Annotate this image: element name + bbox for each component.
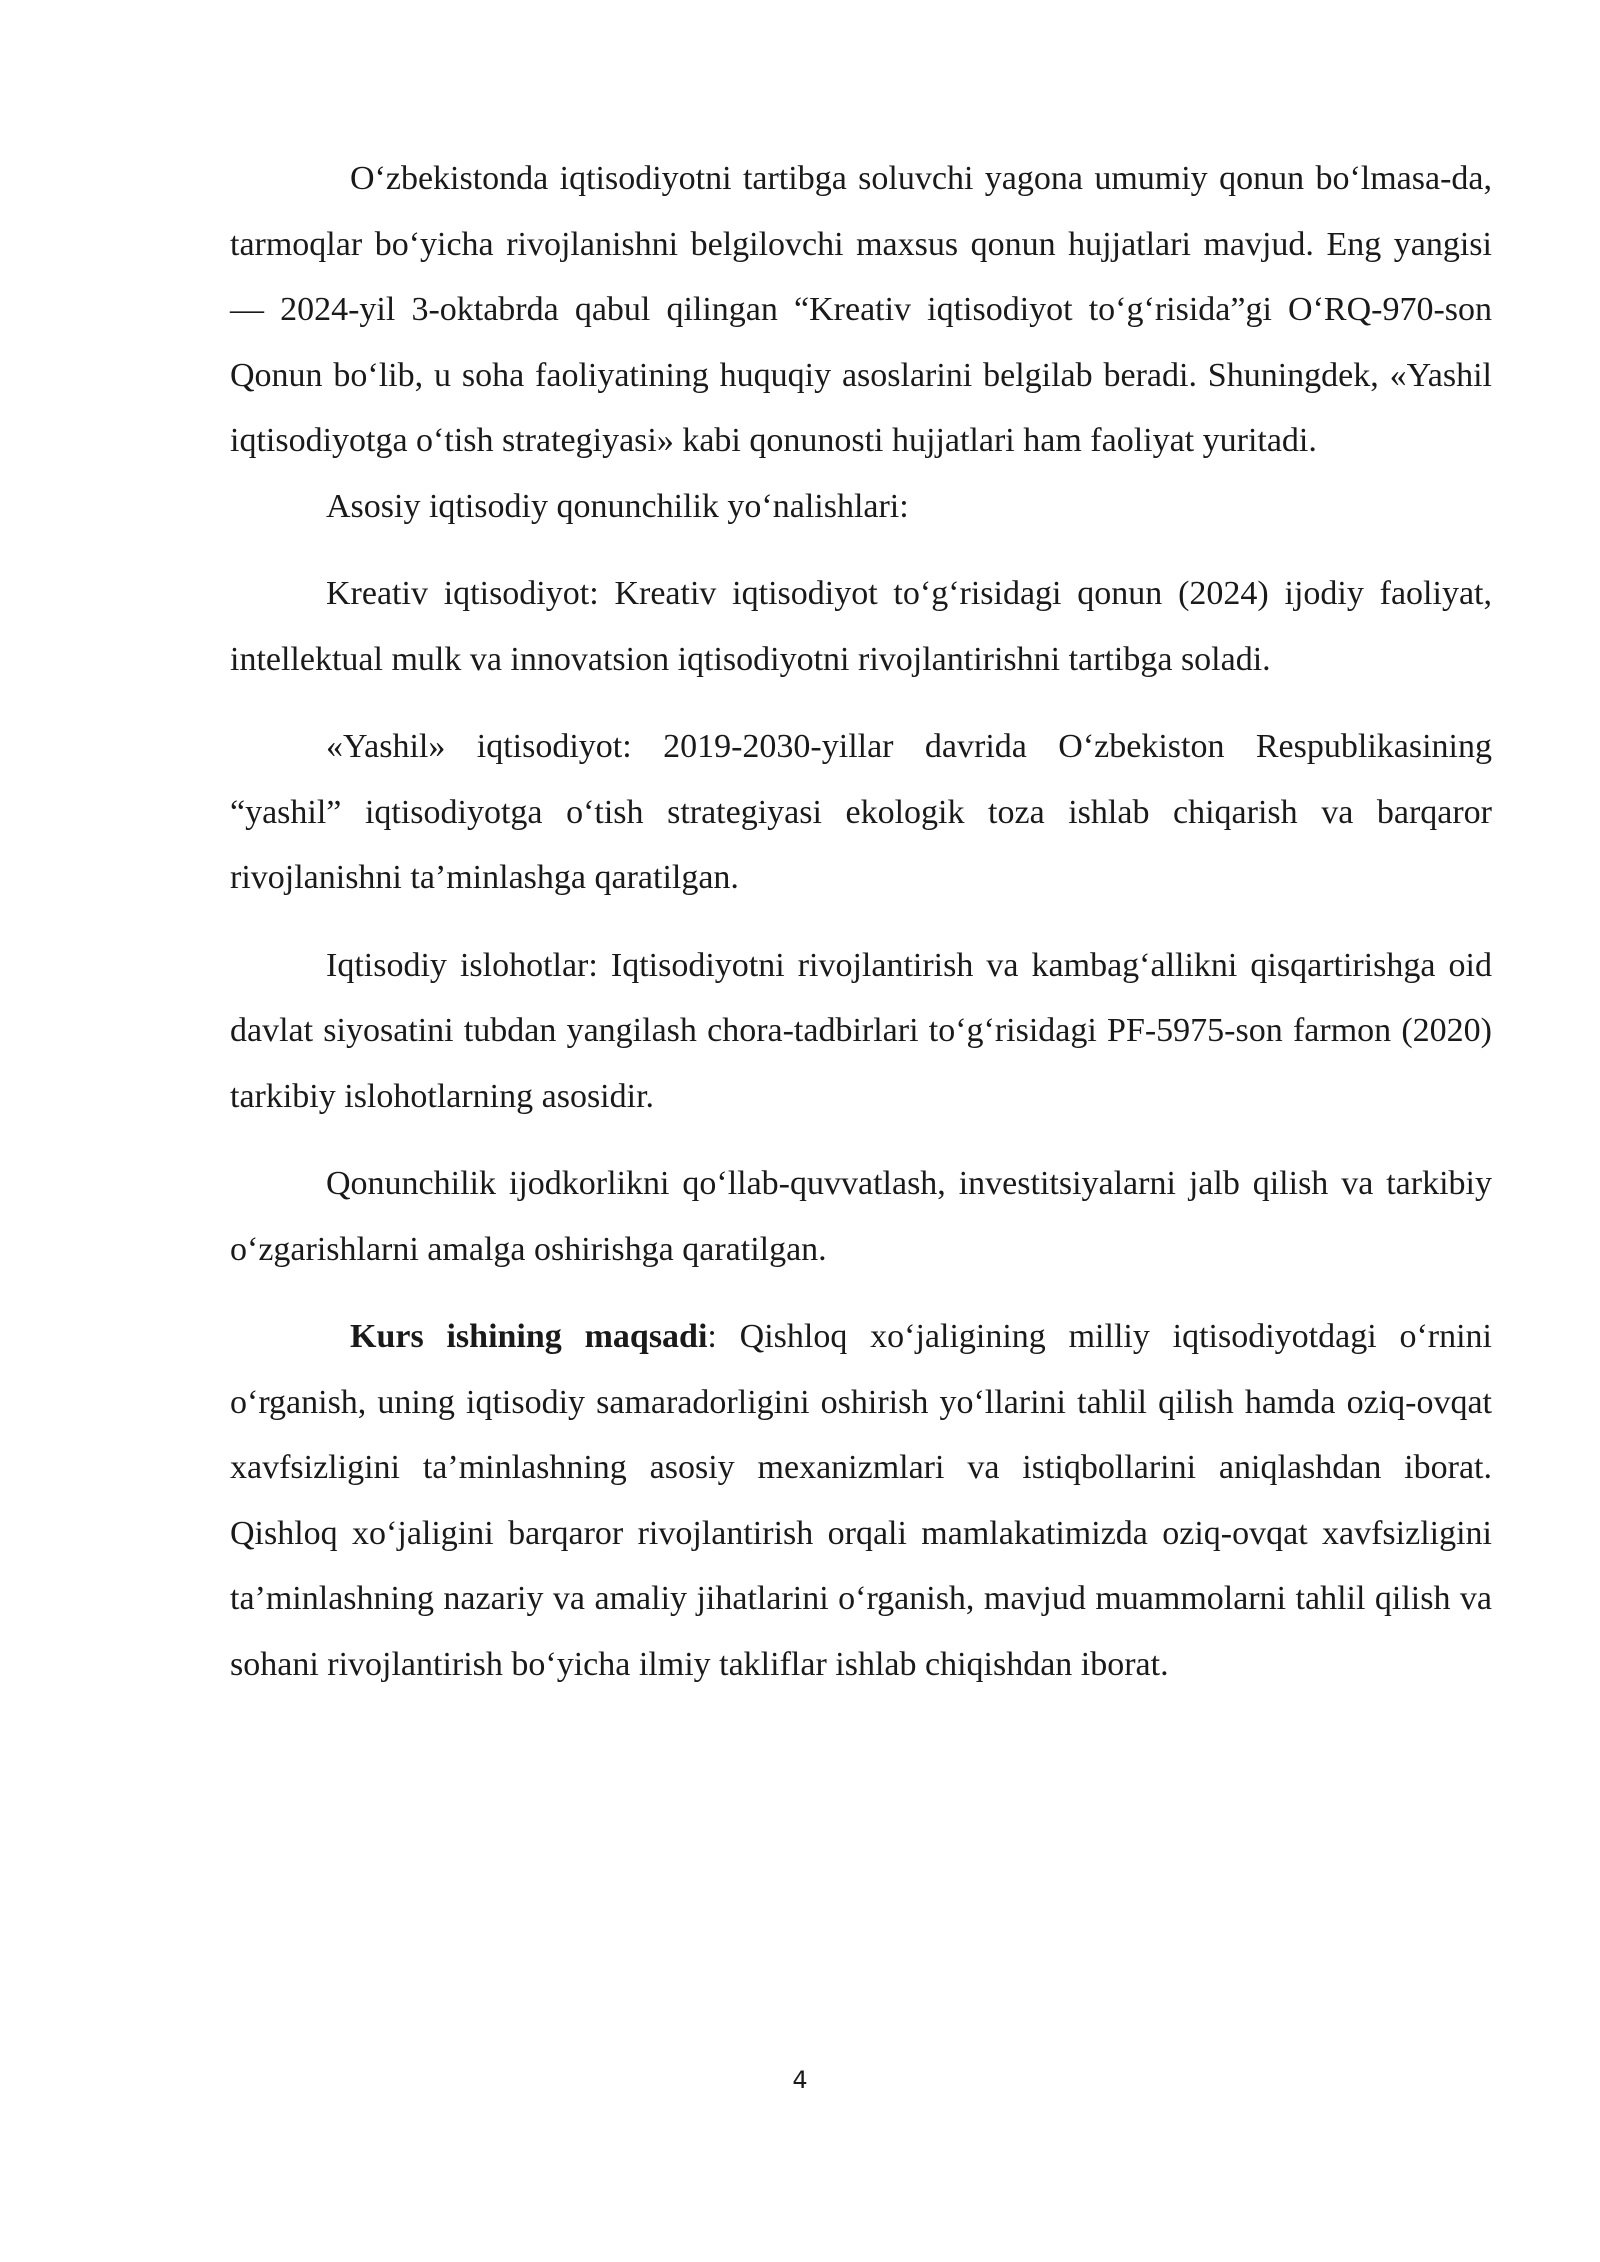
document-body bbox=[230, 146, 1492, 1697]
paragraph-intro: O‘zbekistonda iqtisodiyotni tartibga soluvchi yagona umumiy qonun bo‘lmasa-da, tarmoqlar bo‘yicha rivojlanishni belgilovchi maxsus qonun hujjatlari mavjud. Eng yangisi — 2024-yil 3-oktabrda qabul qilingan “Kreativ iqtisodiyot to‘g‘risida”gi O‘RQ-970-son Qonun bo‘lib, u soha faoliyatining huquqiy asoslarini belgilab beradi. Shuningdek, «Yashil iqtisodiyotga o‘tish strategiyasi» kabi qonunosti hujjatlari ham faoliyat yuritadi. bbox=[230, 160, 1492, 459]
paragraph-course-goal bbox=[230, 1304, 1492, 1697]
course-goal-text: : Qishloq xo‘jaligining milliy iqtisodiyotdagi o‘rnini o‘rganish, uning iqtisodiy samaradorligini oshirish yo‘llarini tahlil qilish hamda oziq-ovqat xavfsizligini ta’minlashning asosiy mexanizmlari va istiqbollarini aniqlashdan iborat. Qishloq xo‘jaligini barqaror rivojlantirish orqali mamlakatimizda oziq-ovqat xavfsizligini ta’minlashning nazariy va amaliy jihatlarini o‘rganish, mavjud muammolarni tahlil qilish va sohani rivojlantirish bo‘yicha ilmiy takliflar ishlab chiqishdan iborat. bbox=[230, 1318, 1492, 1683]
paragraph-creative-economy: Kreativ iqtisodiyot: Kreativ iqtisodiyot to‘g‘risidagi qonun (2024) ijodiy faoliyat, intellektual mulk va innovatsion iqtisodiyotni rivojlantirishni tartibga soladi. bbox=[230, 575, 1492, 678]
page-number: 4 bbox=[792, 2066, 808, 2094]
paragraph-directions-heading: Asosiy iqtisodiy qonunchilik yo‘nalishlari: bbox=[326, 487, 909, 525]
paragraph-economic-reforms: Iqtisodiy islohotlar: Iqtisodiyotni rivojlantirish va kambag‘allikni qisqartirishga oid davlat siyosatini tubdan yangilash chora-tadbirlari to‘g‘risidagi PF-5975-son farmon (2020) tarkibiy islohotlarning asosidir. bbox=[230, 946, 1492, 1115]
course-goal-label: Kurs ishining maqsadi bbox=[350, 1318, 708, 1355]
paragraph-legislation-summary: Qonunchilik ijodkorlikni qo‘llab-quvvatlash, investitsiyalarni jalb qilish va tarkibiy o‘zgarishlarni amalga oshirishga qaratilgan. bbox=[230, 1165, 1492, 1268]
paragraph-green-economy: «Yashil» iqtisodiyot: 2019-2030-yillar davrida O‘zbekiston Respublikasining “yashil” iqtisodiyotga o‘tish strategiyasi ekologik toza ishlab chiqarish va barqaror rivojlanishni ta’minlashga qaratilgan. bbox=[230, 728, 1492, 896]
